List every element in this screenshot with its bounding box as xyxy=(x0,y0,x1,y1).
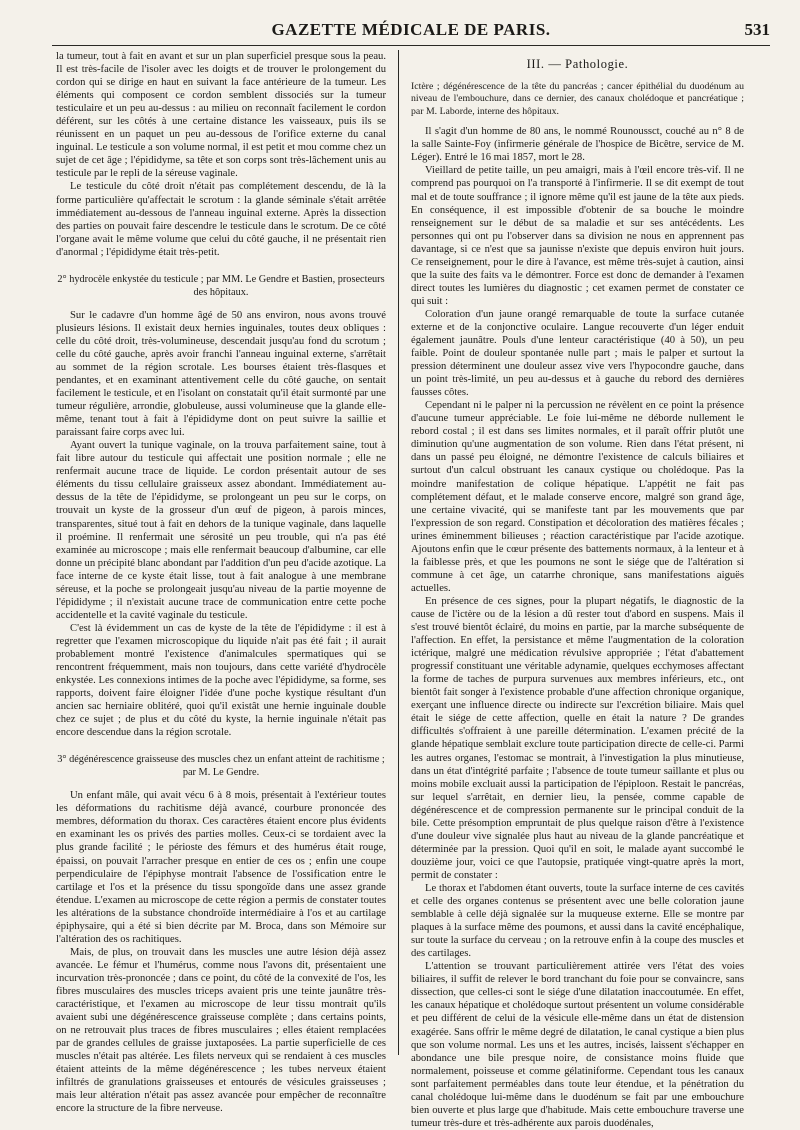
journal-title: GAZETTE MÉDICALE DE PARIS. xyxy=(271,20,551,39)
paragraph: Mais, de plus, on trouvait dans les muscles une autre lésion déjà assez avancée. Le fémur et l'humérus, comme nous l'avons dit, présentaient une incurvation très-prononcée ; dans ce point, du côté de la convexité de l'os, les fibres musculaires des muscles triceps avaient pris une teinte jaunâtre très-caractéristique, et l'examen au microscope de leur tissu montrait qu'ils avaient subi une dégénérescence graisseuse complète ; dans certains points, on ne retrouvait plus traces de fibres musculaires ; elles étaient remplacées par de grandes cellules de graisse juxtaposées. La partie superficielle de ces muscles n'était pas altérée. Les filets nerveux qui se rendaient à ces muscles étaient atteints de la même dégénérescence ; les tubes nerveux étaient infiltrés de granulations graisseuses et entourés de vésicules graisseuses ; mais leur altération n'était pas assez avancée pour empêcher de reconnaître encore la structure de la fibre nerveuse. xyxy=(56,946,386,1115)
right-column xyxy=(411,50,744,1129)
paragraph: Le thorax et l'abdomen étant ouverts, toute la surface interne de ces cavités et celle des organes contenus se présentent avec une belle coloration jaune semblable à celle déjà signalée sur la muqueuse externe. Elle se montre par plaques à la surface même des poumons, et aussi dans la cavité encéphalique, sur toute la surface du cerveau ; on la retrouve enfin à la coupe des muscles et des cartilages. xyxy=(411,882,744,960)
left-column xyxy=(56,50,386,1115)
paragraph: Sur le cadavre d'un homme âgé de 50 ans environ, nous avons trouvé plusieurs lésions. Il existait deux hernies inguinales, toutes deux obliques : celle du côté droit, très-volumineuse, descendait jusqu'au fond du scrotum ; celle du côté gauche, après avoir franchi l'anneau inguinal externe, s'arrêtait au sommet de la région scrotale. Les bourses étaient très-flasques et pendantes, et en examinant attentivement celle du côté gauche, on sentait facilement le testicule, et en l'isolant on constatait qu'il était surmonté par une tumeur régulière, arrondie, globuleuse, aussi volumineuse que la glande elle-même, tenant tout à fait à l'épididyme dont on peut suivre la saillie et paraissant faire corps avec lui. xyxy=(56,309,386,439)
paragraph: Il s'agit d'un homme de 80 ans, le nommé Rounoussct, couché au n° 8 de la salle Sainte-Foy (infirmerie générale de l'hospice de Bicêtre, service de M. Léger). Entré le 16 mai 1857, mort le 28. xyxy=(411,126,744,164)
page-number: 531 xyxy=(744,20,770,39)
column-divider xyxy=(398,50,399,1055)
paragraph: Coloration d'un jaune orangé remarquable de toute la surface cutanée externe et de la conjonctive oculaire. Langue recouverte d'un léger enduit également jaunâtre. Pouls d'une lenteur caractéristique (40 à 50), un peu faible. Point de douleur spontanée nulle part ; mais le palper et surtout la pression déterminent une douleur assez vive vers l'hypocondre gauche, dans un point très-limité, un peu au-dessus et à gauche du rebord des dernières fausses côtes. xyxy=(411,308,744,399)
paragraph: L'attention se trouvant particulièrement attirée vers l'état des voies biliaires, il suffit de relever le bord tranchant du foie pour se convaincre, sans dissection, que celles-ci sont le siége d'une dilatation inaccoutumée. En effet, les canaux hépatique et cholédoque surtout présentent un volume considérable et peu différent de celui de la vésicule elle-même dans un état de distension exagérée. Sans offrir le même degré de dilatation, le canal cystique a bien plus que son volume normal. Les uns et les autres, incisés, laissent s'échapper en abondance une bile presque noire, de consistance moins fluide que normalement, poisseuse et comme gélatiniforme. Cependant tous les canaux sont parfaitement perméables dans toute leur étendue, et la pénétration du canal cholédoque lui-même dans le duodénum se fait par une embouchure bien ouverte et plus large que d'habitude. Mais cette embouchure traverse une tumeur très-dure et très-adhérente aux parois duodénales, xyxy=(411,961,744,1129)
paragraph: C'est là évidemment un cas de kyste de la tête de l'épididyme : il est à regretter que l'examen microscopique du liquide n'ait pas été fait ; il aurait probablement montré l'existence d'animalcules spermatiques qui se rencontrent fréquemment, mais non toujours, dans cette variété d'hydrocèle enkystée. Les connexions intimes de la poche avec l'épididyme, sa forme, ses rapports, doivent faire éloigner l'idée d'une poche kystique résultant d'un ancien sac herniaire oblitéré, quoi qu'il existât une hernie inguinale double chez ce sujet ; de plus et du côté du kyste, la hernie inguinale n'était pas encore descendue dans la région scrotale. xyxy=(56,622,386,739)
paragraph: Vieillard de petite taille, un peu amaigri, mais à l'œil encore très-vif. Il ne comprend pas pourquoi on l'a transporté à l'infirmerie. Il se dit exempt de tout mal et de toute souffrance ; il ignore même qu'il est jaune de la tête aux pieds. En conséquence, il est impossible d'obtenir de sa bouche le moindre renseignement sur le début de sa maladie et sur ses antécédents. Les personnes qui ont pu l'observer dans sa division ne nous en apprennent pas davantage, si ce n'est que sa jaunisse n'existe que depuis environ huit jours. Ce renseignement, pour le dire à l'avance, est même très-sujet à caution, ainsi que la suite des faits va le démontrer. Force est donc de demander à l'examen direct toutes les lumières du diagnostic ; cet examen permet de constater ce qui suit : xyxy=(411,165,744,307)
section-heading: 3° dégénérescence graisseuse des muscles chez un enfant atteint de rachitisme ; par M. Le Gendre. xyxy=(57,754,385,779)
header-rule xyxy=(52,45,770,46)
page-header xyxy=(52,8,770,48)
paragraph: Un enfant mâle, qui avait vécu 6 à 8 mois, présentait à l'extérieur toutes les déformations du rachitisme déjà avancé, courbure prononcée des membres, déformation du thorax. Ces caractères étaient encore plus évidents en examinant les os privés des parties molles. Ceux-ci se tordaient avec la plus grande facilité ; le périoste des fémurs et des humérus était rouge, épaissi, on pouvait l'arracher presque en entier de ces os ; enfin une coupe perpendiculaire de l'épiphyse montrait l'absence de l'ossification entre le cartilage et l'os et la présence du tissu spongoïde dans une assez grande étendue. L'examen au microscope de cette région a permis de constater toutes les altérations de la substance chondroïde intermédiaire à l'os et au cartilage épiphysaire, qui a été si bien décrite par M. Broca, dans son Mémoire sur l'altération des os rachitiques. xyxy=(56,790,386,945)
paragraph: la tumeur, tout à fait en avant et sur un plan superficiel presque sous la peau. Il est très-facile de l'isoler avec les doigts et de trouver le prolongement du cordon qui se dirige en haut en suivant la face antérieure de la tumeur. Les éléments qui composent ce cordon semblent dissociés sur la tumeur testiculaire et un peu au-dessus : au milieu on reconnaît facilement le cordon déférent, sur les côtés à une certaine distance les vaisseaux, puis ils se réunissent en un paquet un peu au-dessous de l'orifice externe du canal inguinal. Le testicule a son volume normal, il est petit et mou comme chez un sujet de cet âge ; l'épididyme, sa tête et son corps sont très-lâchement unis au testicule par le repli de la séreuse vaginale. xyxy=(56,51,386,180)
article-title: Ictère ; dégénérescence de la tête du pancréas ; cancer épithélial du duodénum au niveau de l'embouchure, dans ce dernier, des canaux cholédoque et pancréatique ; par M. Laborde, interne des hôpitaux. xyxy=(411,81,744,117)
paragraph: En présence de ces signes, pour la plupart négatifs, le diagnostic de la cause de l'ictère ou de la lésion a dû rester tout d'abord en suspens. Mais il s'est trouvé bientôt éclairé, du moins en partie, par la marche subséquente de l'affection. En effet, la persistance et même l'augmentation de la coloration ictérique, malgré une médication révulsive appropriée ; l'état d'abattement progressif constituant une véritable adynamie, quelques ecchymoses affectant la forme de taches de purpura survenues aux membres inférieurs, etc., ont bientôt fait songer à l'existence probable d'une affection chronique organique, exerçant une influence directe ou indirecte sur l'excrétion biliaire. Mais quel était le siége de cette affection, quelle en était la nature ? De grandes difficultés s'offraient à une pareille détermination. L'examen précité de la glande hépatique semblait exclure toute participation directe de celle-ci. Parmi les autres organes, l'estomac se montrait, à l'investigation la plus minutieuse, dans un état d'intégrité parfaite ; l'absence de toute tumeur saillante et plus ou moins mobile excluait aussi la participation de l'épiploon. Restait le pancréas, sur lequel s'arrêtait, en dernier lieu, la pensée, comme capable de dégénérescence et de compression permanente sur le principal conduit de la bile. Cette présomption empruntait de plus quelque raison d'être à l'existence d'une douleur vive signalée plus haut au niveau de la glande pancréatique et déterminée par la pression. Quoi qu'il en soit, le malade ayant succombé le douzième jour, voici ce que l'autopsie, pratiquée vingt-quatre après la mort, permit de constater : xyxy=(411,595,744,881)
paragraph: Ayant ouvert la tunique vaginale, on la trouva parfaitement saine, tout à fait libre autour du testicule qui affectait une position normale ; elle ne renfermait aucune trace de liquide. Le cordon présentait autour de ses éléments du tissu cellulaire graisseux assez abondant. Immédiatement au-dessus de la tête de l'épididyme, se prolongeant un peu sur le corps, on trouvait un kyste de la grosseur d'un œuf de pigeon, à parois minces, transparentes, situé tout à fait en dehors de la tunique vaginale, dans laquelle il proémine. Il renfermait une sérosité un peu trouble, qui n'a pas été examinée au microscope ; mais elle renfermait beaucoup d'albumine, car elle donne un précipité blanc abondant par l'addition d'un peu d'acide azotique. La face interne de ce kyste était lisse, tout à fait analogue à une membrane séreuse, et la poche se prolongeait jusqu'au niveau de la partie moyenne de l'épididyme ; il n'existait aucune trace de communication entre cette poche accidentelle et la cavité vaginale du testicule. xyxy=(56,440,386,621)
paragraph: Le testicule du côté droit n'était pas complétement descendu, de là la forme particulière qu'affectait le scrotum : la glande séminale s'était arrêtée immédiatement au-dessous de l'anneau inguinal externe. Après la dissection des parties on pouvait faire descendre le testicule dans le scrotum. De ce côté l'organe avait le même volume que celui du côté gauche, il ne présentait rien d'anormal ; l'épididyme était très-petit. xyxy=(56,181,386,258)
section-heading: 2° hydrocèle enkystée du testicule ; par MM. Le Gendre et Bastien, prosecteurs des hôpitaux. xyxy=(57,273,385,298)
part-title: III. — Pathologie. xyxy=(526,57,629,71)
paragraph: Cependant ni le palper ni la percussion ne révèlent en ce point la présence d'aucune tumeur appréciable. Le foie lui-même ne déborde nullement le rebord costal ; il est dans ses limites normales, et il paraît offrir plutôt une diminution qu'une augmentation de son volume. Rien dans l'état présent, ni dans un passé peu éloigné, ne démontre l'existence de calculs biliaires et surtout d'un calcul obstruant les canaux cystique ou cholédoque. Pas la moindre manifestation de colique hépatique. L'appétit ne fait pas complétement défaut, et le malade conserve encore, malgré son grand âge, une certaine vivacité, qui se manifeste tant par les mouvements que par l'expression de son regard. Constipation et décoloration des matières fécales ; urines éminemment bilieuses ; réaction caractéristique par l'acide azotique. Ajoutons enfin que le cœur présente des battements normaux, à la lenteur et à la faiblesse près, et que les poumons ne sont le siége que de l'altération si commune à cet âge, un catarrhe chronique, sans manifestations aiguës actuelles. xyxy=(411,400,744,594)
